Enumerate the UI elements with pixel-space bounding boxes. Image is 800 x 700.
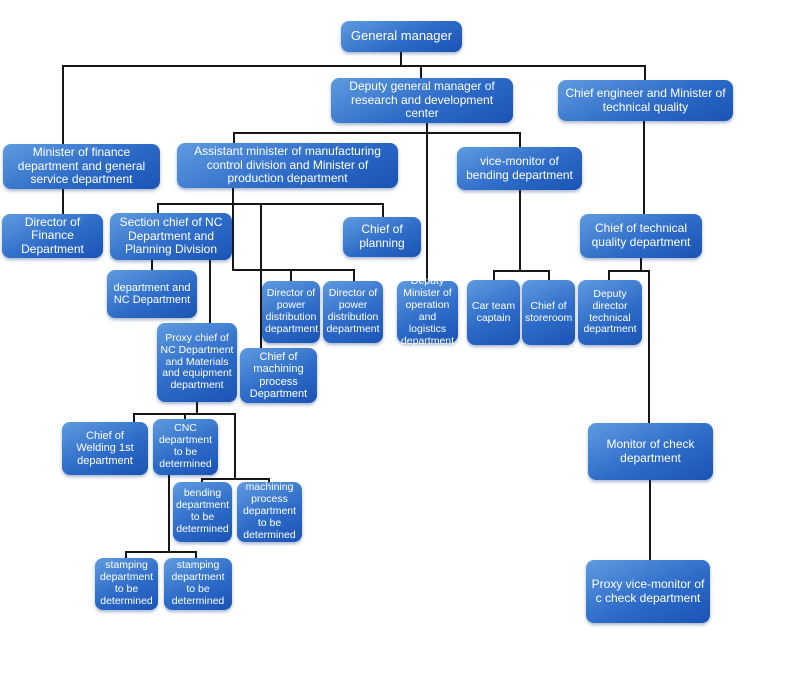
connector-line <box>232 188 234 270</box>
org-node-section-chief-nc-planning <box>110 213 232 260</box>
connector-line <box>420 65 422 78</box>
org-node-vice-monitor-bending <box>457 147 582 190</box>
org-node-label: machining process department to be determined <box>242 481 297 541</box>
connector-line <box>125 551 127 558</box>
connector-line <box>233 132 521 134</box>
connector-line <box>608 270 610 280</box>
connector-line <box>548 270 550 280</box>
org-node-label: Deputy general manager of research and development center <box>349 79 495 121</box>
org-node-label: Chief of storeroom <box>525 299 573 324</box>
org-node-label: Chief engineer and Minister of technical quality <box>565 85 726 114</box>
connector-line <box>125 551 197 553</box>
org-node-chief-of-storeroom <box>522 280 575 345</box>
connector-line <box>62 65 64 144</box>
org-node-chief-of-planning <box>343 217 421 257</box>
org-node-deputy-director-technical <box>578 280 642 345</box>
connector-line <box>640 258 642 270</box>
connector-line <box>426 123 428 281</box>
connector-line <box>234 413 236 478</box>
org-node-general-manager <box>341 21 462 52</box>
org-node-label: Proxy vice-monitor of c check department <box>591 576 705 605</box>
org-node-director-power-distribution-2 <box>323 281 383 343</box>
org-node-cnc-department-tbd <box>153 419 218 475</box>
connector-line <box>195 551 197 558</box>
org-node-label: Deputy Minister of operation and logistics department <box>400 275 455 347</box>
connector-line <box>157 203 159 213</box>
connector-line <box>353 269 355 281</box>
connector-line <box>196 402 198 413</box>
connector-line <box>519 132 521 147</box>
connector-line <box>493 270 550 272</box>
org-node-bending-department-tbd <box>173 482 232 542</box>
connector-line <box>608 270 650 272</box>
org-node-label: stamping department to be determined <box>171 559 225 607</box>
org-node-minister-finance-general-service <box>3 144 160 189</box>
org-node-label: Proxy chief of NC Department and Materials and equipment department <box>160 331 234 392</box>
org-node-label: vice-monitor of bending department <box>466 153 573 182</box>
org-node-label: Chief of technical quality department <box>591 221 691 249</box>
connector-line <box>232 269 354 271</box>
org-node-car-team-captain <box>467 280 520 345</box>
connector-line <box>644 65 646 80</box>
org-node-stamping-department-tbd-1 <box>95 558 158 610</box>
org-node-label: Director of power distribution department <box>265 287 319 335</box>
connector-line <box>233 132 235 143</box>
connector-line <box>400 52 402 65</box>
org-node-monitor-check-department <box>588 423 713 480</box>
connector-line <box>201 478 269 480</box>
org-node-label: Deputy director technical department <box>583 287 637 336</box>
connector-line <box>62 189 64 214</box>
connector-line <box>649 480 651 560</box>
org-node-proxy-chief-nc-materials-equipment <box>157 323 237 402</box>
org-node-label: stamping department to be determined <box>99 559 154 607</box>
org-node-chief-engineer-technical-quality <box>558 80 733 121</box>
connector-line <box>519 190 521 270</box>
org-node-label: Chief of machining process Department <box>249 350 308 400</box>
org-node-label: Director of power distribution department <box>326 287 380 335</box>
org-node-machining-process-department-tbd <box>237 482 302 542</box>
org-node-director-finance <box>2 214 103 258</box>
org-node-deputy-minister-operation-logistics <box>397 275 458 347</box>
org-node-deputy-gm-rnd-center <box>331 78 513 123</box>
connector-line <box>493 270 495 280</box>
org-node-chief-welding-1st <box>62 422 148 475</box>
connector-line <box>209 260 211 323</box>
org-node-label: department and NC Department <box>113 281 191 306</box>
org-node-label: Car team captain <box>471 299 516 324</box>
org-node-label: bending department to be determined <box>176 487 230 535</box>
org-node-stamping-department-tbd-2 <box>164 558 232 610</box>
org-node-label: Chief of Welding 1st department <box>76 429 134 467</box>
org-node-director-power-distribution-1 <box>262 281 320 343</box>
connector-line <box>168 475 170 551</box>
org-node-label: Chief of planning <box>359 222 405 250</box>
org-node-chief-technical-quality-dept <box>580 214 702 258</box>
connector-line <box>290 269 292 281</box>
org-node-label: Section chief of NC Department and Planning Division <box>119 215 223 257</box>
connector-line <box>643 121 645 214</box>
connector-line <box>648 270 650 423</box>
org-node-chief-machining-process <box>240 348 317 403</box>
org-node-label: Director of Finance Department <box>21 214 84 256</box>
connector-line <box>133 413 135 422</box>
org-node-label: CNC department to be determined <box>158 422 213 470</box>
connector-line <box>151 260 153 270</box>
org-node-label: Minister of finance department and general service department <box>17 145 146 187</box>
org-node-proxy-vice-monitor-check <box>586 560 710 623</box>
connector-line <box>62 65 646 67</box>
connector-line <box>382 203 384 217</box>
org-node-assistant-minister-production <box>177 143 398 188</box>
org-node-label: General manager <box>350 28 453 44</box>
org-node-label: Assistant minister of manufacturing control division and Minister of production department <box>194 144 381 186</box>
org-node-label: Monitor of check department <box>606 436 695 465</box>
org-node-department-and-nc-department <box>107 270 197 318</box>
connector-line <box>157 203 384 205</box>
